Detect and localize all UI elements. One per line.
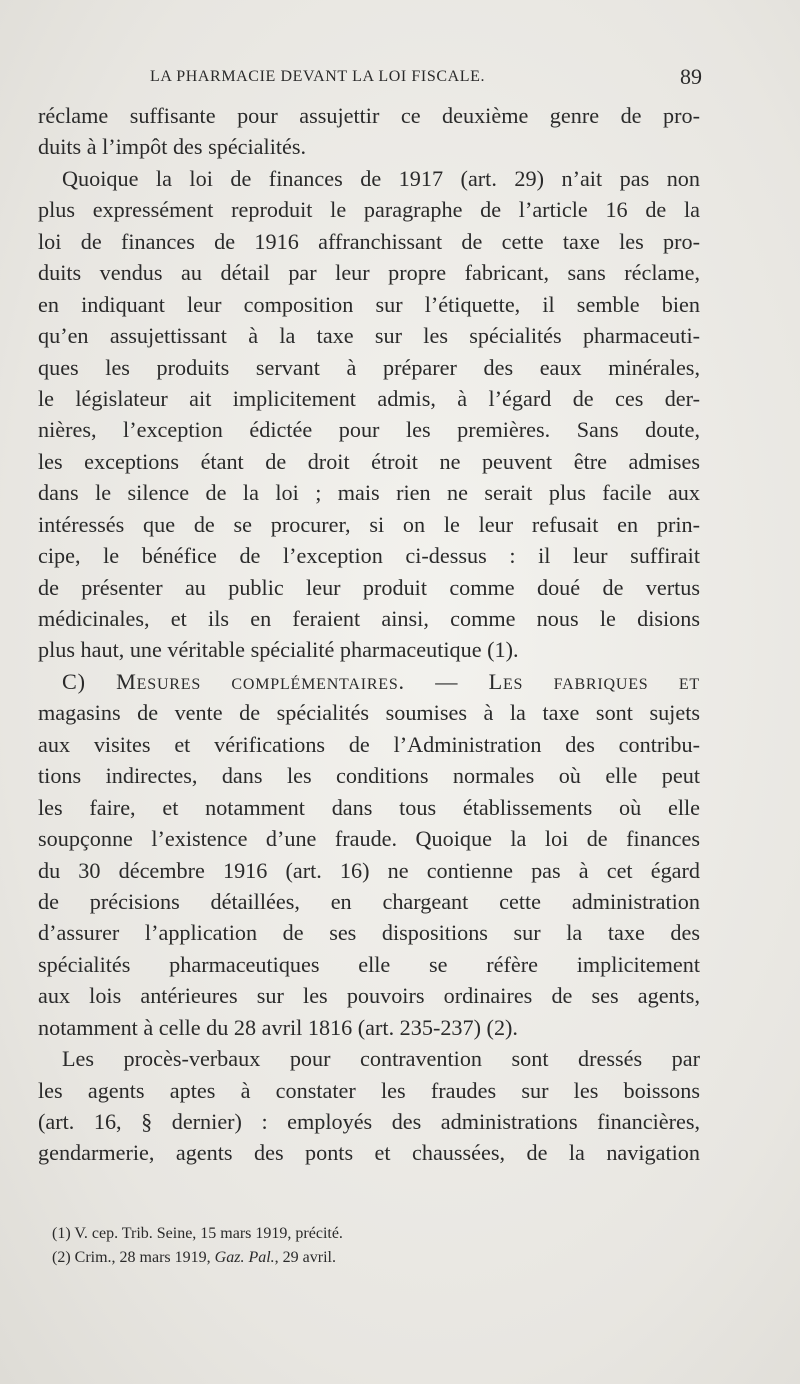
text-line: soupçonne l’existence d’une fraude. Quoique la loi de finances	[38, 826, 700, 852]
text-line: intéressés que de se procurer, si on le leur refusait en prin-	[38, 511, 700, 537]
text-line: dans le silence de la loi ; mais rien ne serait plus facile aux	[38, 480, 700, 506]
text-line: de précisions détaillées, en chargeant cette administration	[38, 888, 700, 914]
text-line: les exceptions étant de droit étroit ne peuvent être admises	[38, 448, 700, 474]
page-number: 89	[680, 64, 702, 89]
footnote-2-date: , 29 avril.	[274, 1249, 336, 1266]
text-line: d’assurer l’application de ses dispositions sur la taxe des	[38, 920, 700, 946]
footnote-2	[52, 1246, 692, 1270]
text-line: du 30 décembre 1916 (art. 16) ne contienne pas à cet égard	[38, 857, 700, 883]
running-title: LA PHARMACIE DEVANT LA LOI FISCALE.	[150, 68, 486, 85]
body-text	[38, 100, 700, 1169]
text-line: cipe, le bénéfice de l’exception ci-dessus : il leur suffirait	[38, 543, 700, 569]
text-line: aux visites et vérifications de l’Administration des contribu-	[38, 731, 700, 757]
text-line: duits vendus au détail par leur propre fabricant, sans réclame,	[38, 260, 700, 286]
text-line: les agents aptes à constater les fraudes sur les boissons	[38, 1077, 700, 1103]
text-line: réclame suffisante pour assujettir ce deuxième genre de pro-	[38, 103, 700, 128]
text-line: tions indirectes, dans les conditions normales où elle peut	[38, 763, 700, 789]
text-line: nières, l’exception édictée pour les premières. Sans doute,	[38, 417, 700, 443]
footnote-1: (1) V. cep. Trib. Seine, 15 mars 1919, précité.	[52, 1225, 343, 1242]
text-line: les faire, et notamment dans tous établissements où elle	[38, 794, 700, 820]
running-header	[150, 62, 702, 92]
text-line: Quoique la loi de finances de 1917 (art. 29) n’ait pas non	[62, 165, 700, 191]
text-line: (art. 16, § dernier) : employés des administrations financières,	[38, 1109, 700, 1134]
text-line: gendarmerie, agents des ponts et chaussées, de la navigation	[38, 1140, 700, 1166]
text-line: duits à l’impôt des spécialités.	[38, 134, 307, 160]
text-line: magasins de vente de spécialités soumises à la taxe sont sujets	[38, 700, 700, 726]
text-line: plus haut, une véritable spécialité pharmaceutique (1).	[38, 637, 519, 663]
text-line: Les procès-verbaux pour contravention sont dressés par	[62, 1046, 700, 1072]
footnote-2-text: (2) Crim., 28 mars 1919,	[52, 1249, 215, 1266]
text-line: de présenter au public leur produit comme doué de vertus	[38, 574, 700, 600]
text-line: ques les produits servant à préparer des eaux minérales,	[38, 354, 700, 380]
section-heading-line: C) Mesures complémentaires. — Les fabriques et	[62, 668, 700, 694]
text-line: aux lois antérieures sur les pouvoirs ordinaires de ses agents,	[38, 983, 700, 1009]
footnote-2-journal: Gaz. Pal.	[214, 1249, 275, 1266]
text-line: spécialités pharmaceutiques elle se réfère implicitement	[38, 951, 700, 977]
text-line: loi de finances de 1916 affranchissant de cette taxe les pro-	[38, 228, 700, 254]
text-line: en indiquant leur composition sur l’étiquette, il semble bien	[38, 291, 700, 317]
text-line: le législateur ait implicitement admis, à l’égard de ces der-	[38, 385, 700, 411]
footnotes	[52, 1222, 692, 1270]
text-line: notamment à celle du 28 avril 1816 (art. 235-237) (2).	[38, 1014, 518, 1040]
text-line: qu’en assujettissant à la taxe sur les spécialités pharmaceuti-	[38, 323, 700, 349]
text-line: plus expressément reproduit le paragraphe de l’article 16 de la	[38, 197, 700, 223]
text-line: médicinales, et ils en feraient ainsi, comme nous le disions	[38, 606, 700, 631]
